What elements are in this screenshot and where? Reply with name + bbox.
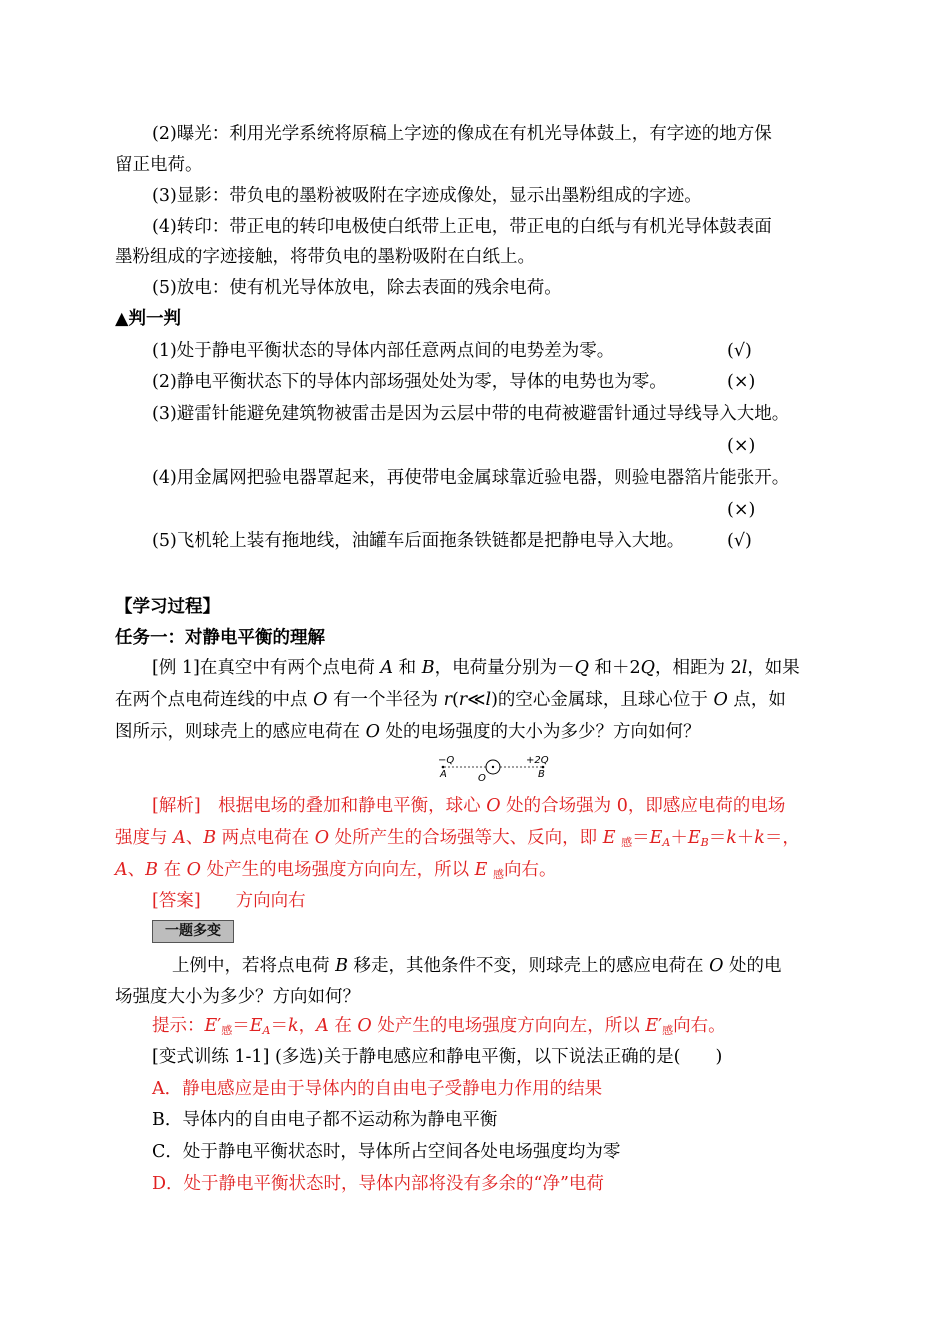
variant-tag: 一题多变 [152, 920, 234, 943]
point-a-label: A [440, 769, 447, 780]
variant-line-2: 场强度大小为多少？方向如何？ [115, 987, 360, 1007]
process-heading: 【学习过程】 [115, 597, 220, 617]
option-b: B．导体内的自由电子都不运动称为静电平衡 [152, 1110, 498, 1130]
task1-heading: 任务一：对静电平衡的理解 [115, 628, 325, 648]
analysis-line-2: 强度与 A、B 两点电荷在 O 处所产生的合场强等大、反向，即 E $_感=E_A+E_B=k+k=$， [115, 828, 800, 849]
analysis-line-3: A、B 在 O 处产生的电场强度方向向左，所以 E $_感$向右。 [115, 860, 557, 881]
answer-text: 方向向右 [235, 891, 306, 911]
judge-heading: ▲判一判 [115, 309, 181, 329]
intro-line-6: (5)放电：使有机光导体放电，除去表面的残余电荷。 [152, 278, 562, 298]
example-line-2: 在两个点电荷连线的中点 O 有一个半径为 r(r≪l)的空心金属球，且球心位于 O 点，如 [115, 690, 786, 710]
intro-line-1: (2)曝光：利用光学系统将原稿上字迹的像成在有机光导体鼓上，有字迹的地方保 [152, 124, 772, 144]
option-a: A．静电感应是由于导体内的自由电子受静电力作用的结果 [152, 1079, 603, 1099]
intro-line-4: (4)转印：带正电的转印电极使白纸带上正电，带正电的白纸与有机光导体鼓表面 [152, 217, 772, 237]
exercise-stem: [变式训练 1-1] (多选)关于静电感应和静电平衡，以下说法正确的是( ) [152, 1047, 723, 1067]
analysis-line-1: [解析] 根据电场的叠加和静电平衡，球心 O 处的合场强为 0，即感应电荷的电场 [152, 796, 786, 816]
charge-diagram [430, 752, 560, 782]
point-b-label: B [538, 769, 545, 780]
judge-mark-5: (√) [727, 531, 752, 551]
judge-item-5: (5)飞机轮上装有拖地线，油罐车后面拖条铁链都是把静电导入大地。 [152, 531, 685, 551]
intro-line-2: 留正电荷。 [115, 155, 203, 175]
right-charge-label: +2Q [526, 755, 549, 766]
judge-item-1: (1)处于静电平衡状态的导体内部任意两点间的电势差为零。 [152, 341, 615, 361]
variant-hint: 提示：$E'_感=E_A=k$，A 在 O 处产生的电场强度方向向左，所以 $E'_感$向右。 [152, 1016, 726, 1037]
judge-item-3: (3)避雷针能避免建筑物被雷击是因为云层中带的电荷被避雷针通过导线导入大地。 [152, 404, 790, 424]
judge-item-2: (2)静电平衡状态下的导体内部场强处处为零，导体的电势也为零。 [152, 372, 667, 392]
answer-label: [答案] [152, 891, 201, 911]
answer-line [152, 889, 306, 913]
judge-mark-2: (×) [727, 372, 756, 392]
example-line-3: 图所示，则球壳上的感应电荷在 O 处的电场强度的大小为多少？方向如何？ [115, 722, 701, 742]
judge-mark-4: (×) [727, 500, 756, 520]
judge-mark-1: (√) [727, 341, 752, 361]
example-line-1: [例 1]在真空中有两个点电荷 A 和 B，电荷量分别为－Q 和＋2Q，相距为 2l，如果 [152, 658, 800, 678]
variant-line-1: 上例中，若将点电荷 B 移走，其他条件不变，则球壳上的感应电荷在 O 处的电 [172, 956, 782, 976]
judge-item-4: (4)用金属网把验电器罩起来，再使带电金属球靠近验电器，则验电器箔片能张开。 [152, 468, 790, 488]
point-a-dot [442, 766, 445, 769]
analysis-label: [解析] [152, 796, 201, 816]
option-c: C．处于静电平衡状态时，导体所占空间各处电场强度均为零 [152, 1142, 621, 1162]
hint-label: 提示： [152, 1016, 205, 1036]
option-d: D．处于静电平衡状态时，导体内部将没有多余的“净”电荷 [152, 1174, 604, 1194]
point-b-dot [542, 766, 545, 769]
intro-line-3: (3)显影：带负电的墨粉被吸附在字迹成像处，显示出墨粉组成的字迹。 [152, 186, 702, 206]
point-o-label: O [478, 773, 486, 782]
example-label: [例 1] [152, 658, 200, 678]
left-charge-label: −Q [438, 755, 455, 766]
judge-mark-3: (×) [727, 436, 756, 456]
sphere-center [492, 766, 494, 768]
intro-line-5: 墨粉组成的字迹接触，将带负电的墨粉吸附在白纸上。 [115, 247, 535, 267]
